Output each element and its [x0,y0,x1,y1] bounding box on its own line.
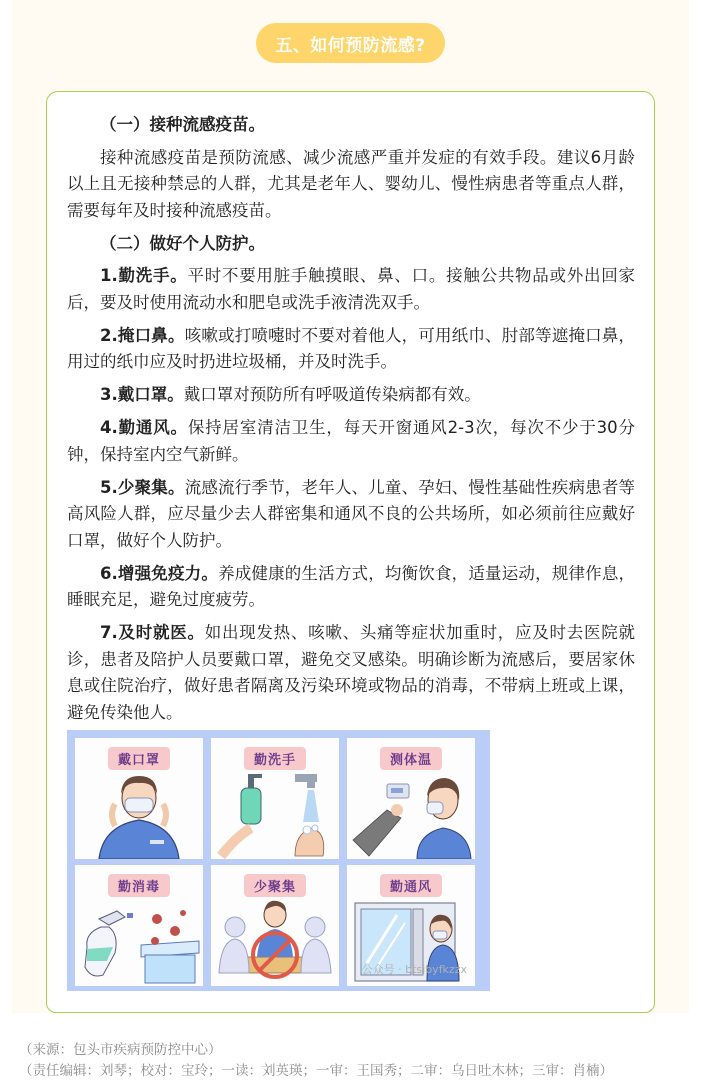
item-boost-immunity [67,561,635,614]
panel-ventilate [347,865,475,986]
panel-label: 戴口罩 [108,747,170,770]
panel-check-temperature [347,738,475,859]
temperature-check-icon [347,770,475,859]
disinfect-spray-icon [75,897,203,986]
item-cover-mouth [67,323,635,376]
item-text: 如出现发热、咳嗽、头痛等症状加重时，应及时去医院就诊，患者及陪护人员要戴口罩，避免交叉感染。明确诊断为流感后，要居家休息或住院治疗，做好患者隔离及污染环境或物品的消毒，不带病上班或上课，避免传染他人。 [67,623,636,722]
item-wear-mask [67,382,635,409]
item-text: 戴口罩对预防所有呼吸道传染病都有效。 [183,385,481,404]
mask-wearing-icon [75,770,203,859]
watermark-text: 公众号 · btsjbyfkzzx [361,963,467,976]
item-text: 养成健康的生活方式，均衡饮食，适量运动，规律作息，睡眠充足，避免过度疲劳。 [67,563,636,609]
article-footer [19,1040,613,1082]
panel-disinfect [75,865,203,986]
item-lead: 7.及时就医。 [100,623,205,642]
item-wash-hands [67,263,635,316]
item-lead: 4.勤通风。 [100,418,188,437]
panel-wash-hands [211,738,339,859]
panel-label: 勤洗手 [244,747,306,770]
item-lead: 6.增强免疫力。 [100,563,219,583]
credits-line: （责任编辑：刘琴；校对：宝玲；一读：刘英瑛；一审：王国秀；二审：乌日吐木林；三审：肖楠） [19,1063,613,1079]
no-gathering-icon [211,897,339,986]
panel-label: 少聚集 [244,874,306,897]
prevention-infographic [67,730,490,991]
item-text: 咳嗽或打喷嚏时不要对着他人，可用纸巾、肘部等遮掩口鼻，用过的纸巾应及时扔进垃圾桶，并及时洗手。 [67,325,636,371]
item-text: 流感流行季节，老年人、儿童、孕妇、慢性基础性疾病患者等高风险人群，应尽量少去人群密集和通风不良的公共场所，如必须前往应戴好口罩，做好个人防护。 [67,477,636,550]
source-line: （来源：包头市疾病预防控中心） [19,1042,222,1058]
section-title-pill [256,23,445,63]
subheading-personal-protection: （二）做好个人防护。 [100,233,265,253]
panel-avoid-gathering [211,865,339,986]
item-lead: 5.少聚集。 [100,477,185,497]
panel-label: 勤通风 [380,874,442,897]
item-lead: 3.戴口罩。 [100,385,184,404]
hand-washing-icon [211,770,339,859]
panel-wear-mask [75,738,203,859]
section-title: 五、如何预防流感? [275,35,426,56]
item-text: 平时不要用脏手触摸眼、鼻、口。接触公共物品或外出回家后，要及时使用流动水和肥皂或洗手液清洗双手。 [67,266,636,312]
item-seek-medical-care [67,620,635,726]
item-avoid-crowds [67,475,635,555]
item-text: 保持居室清洁卫生，每天开窗通风2-3次，每次不少于30分钟，保持室内空气新鲜。 [67,418,635,464]
panel-label: 勤消毒 [108,874,170,897]
panel-label: 测体温 [380,747,442,770]
item-ventilate [67,415,635,468]
subheading-vaccination: （一）接种流感疫苗。 [100,115,265,134]
paragraph-vaccination: 接种流感疫苗是预防流感、减少流感严重并发症的有效手段。建议6月龄以上且无接种禁忌的人群，尤其是老年人、婴幼儿、慢性病患者等重点人群，需要每年及时接种流感疫苗。 [67,147,635,220]
item-lead: 1.勤洗手。 [100,266,188,285]
item-lead: 2.掩口鼻。 [100,325,185,345]
article-body [67,112,635,733]
